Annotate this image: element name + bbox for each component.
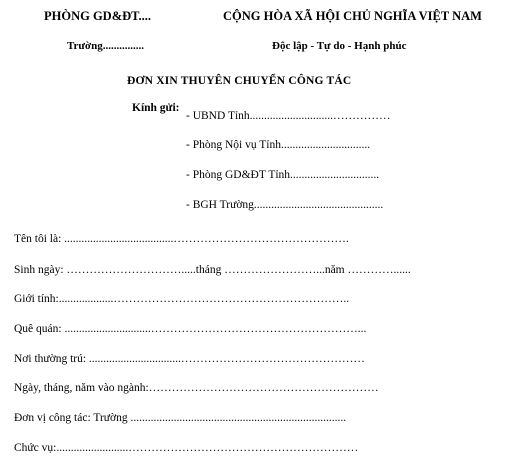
field-birth-date: Sinh ngày: ………………………….....tháng ……………………...năm …………...... bbox=[14, 264, 411, 276]
motto: Độc lập - Tự do - Hạnh phúc bbox=[272, 40, 407, 52]
field-position: Chức vụ:.........................…………………………………………………… bbox=[14, 442, 359, 454]
field-hometown: Quê quán: ..............................………………………………………………... bbox=[14, 323, 367, 335]
country-header: CỘNG HÒA XÃ HỘI CHỦ NGHĨA VIỆT NAM bbox=[223, 9, 482, 23]
recipient-item: - Phòng Nội vụ Tỉnh............................... bbox=[186, 139, 371, 151]
field-date-joined: Ngày, tháng, năm vào ngành:…………………………………………………… bbox=[14, 382, 379, 394]
recipient-item: - Phòng GD&ĐT Tỉnh............................... bbox=[186, 169, 380, 181]
department-header: PHÒNG GD&ĐT.... bbox=[44, 9, 152, 23]
field-gender: Giới tính:...................…………………………………………………….. bbox=[14, 293, 350, 305]
document-title: ĐƠN XIN THUYÊN CHUYỂN CÔNG TÁC bbox=[127, 75, 352, 87]
recipient-item: - UBND Tỉnh.............................…………… bbox=[186, 110, 391, 122]
field-permanent-residence: Nơi thường trú: ................................………………………………………… bbox=[14, 353, 365, 365]
school-line: Trường............... bbox=[67, 40, 144, 52]
recipient-label: Kính gửi: bbox=[132, 102, 180, 114]
field-workplace: Đơn vị công tác: Trường ........................................................................... bbox=[14, 412, 347, 424]
recipient-item: - BGH Trường............................................. bbox=[186, 199, 384, 211]
field-full-name: Tên tôi là: ......................................………………………………………. bbox=[14, 233, 349, 245]
